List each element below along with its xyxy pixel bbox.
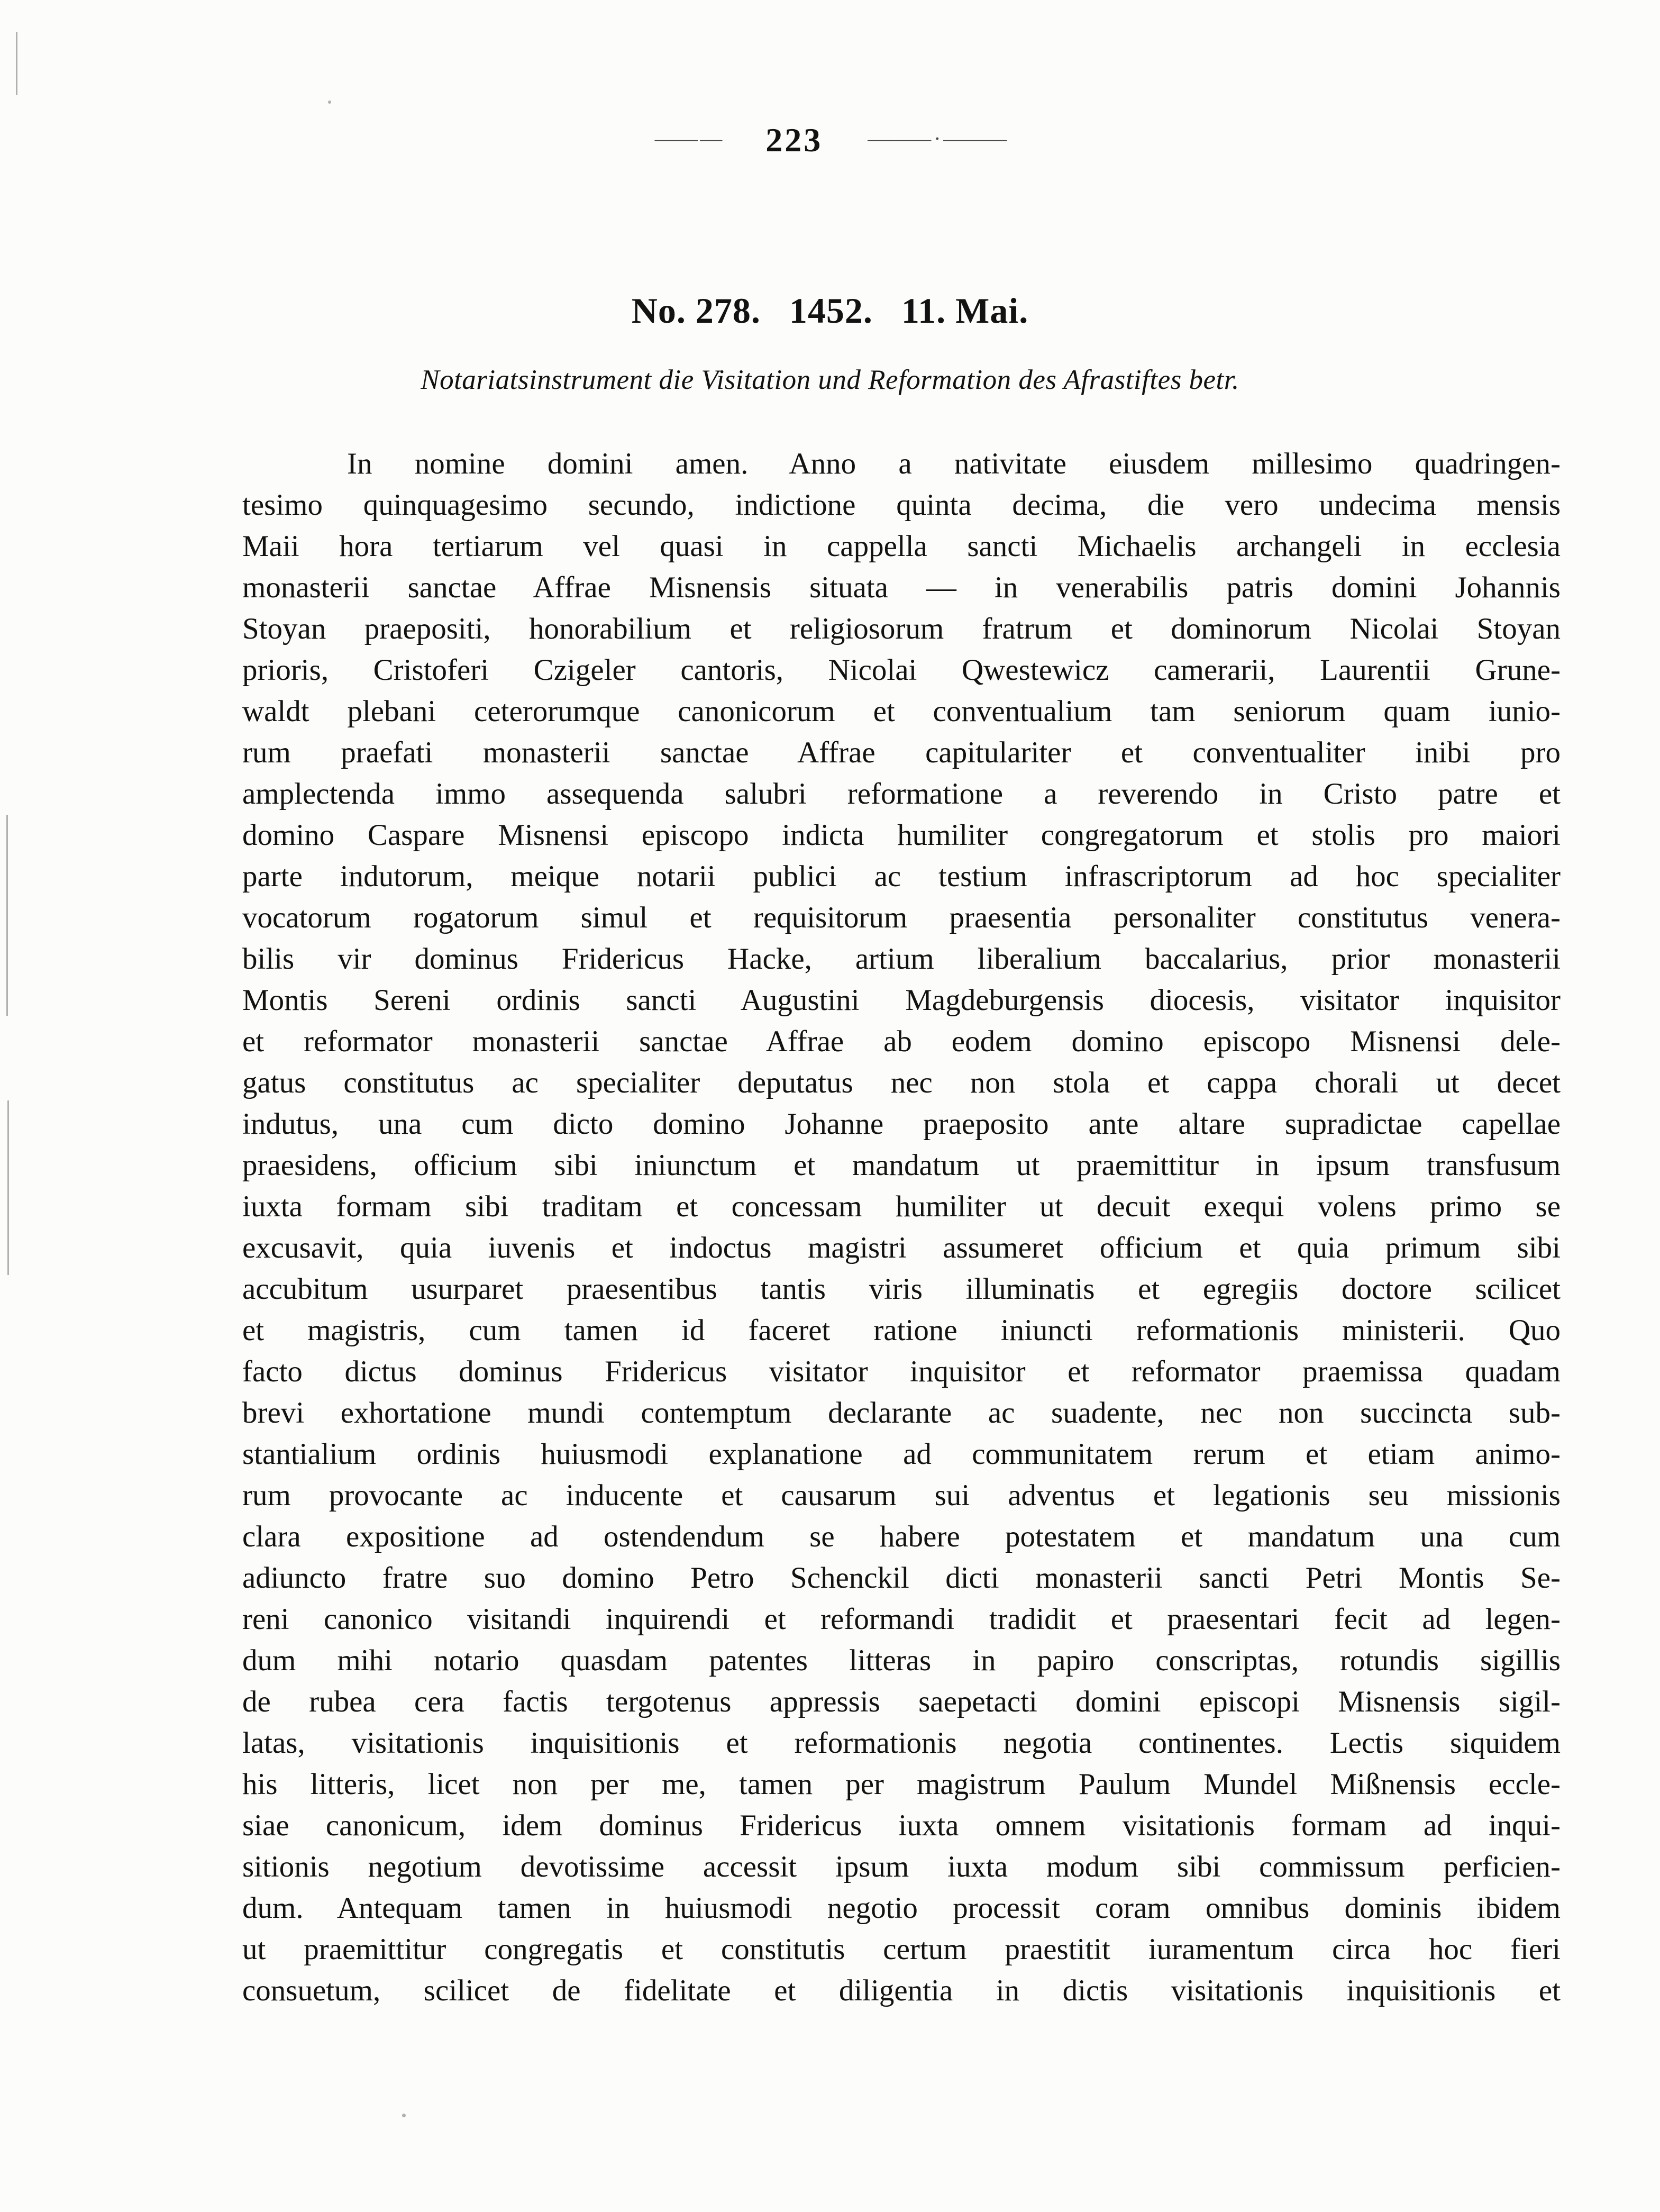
text-line: siae canonicum, idem dominus Fridericus iuxta omnem visitationis formam ad inqui- xyxy=(242,1809,1561,1842)
page-header xyxy=(0,121,1660,160)
text-line: dum. Antequam tamen in huiusmodi negotio processit coram omnibus dominis ibidem xyxy=(242,1891,1561,1925)
text-line: parte indutorum, meique notarii publici ac testium infrascriptorum ad hoc specialiter xyxy=(242,860,1561,893)
text-line: prioris, Cristoferi Czigeler cantoris, Nicolai Qwestewicz camerarii, Laurentii Grune- xyxy=(242,653,1561,687)
text-line: rum provocante ac inducente et causarum sui adventus et legationis seu missionis xyxy=(242,1479,1561,1512)
text-line: Montis Sereni ordinis sancti Augustini Magdeburgensis diocesis, visitator inquisitor xyxy=(242,984,1561,1017)
text-line: et reformator monasterii sanctae Affrae ab eodem domino episcopo Misnensi dele- xyxy=(242,1025,1561,1058)
right-rule: ——— · ——— xyxy=(868,127,1006,151)
text-line: amplectenda immo assequenda salubri reformatione a reverendo in Cristo patre et xyxy=(242,777,1561,811)
left-rule: —— — xyxy=(654,127,721,151)
text-line: accubitum usurparet praesentibus tantis viris illuminatis et egregiis doctore scilicet xyxy=(242,1272,1561,1306)
text-line: indutus, una cum dicto domino Johanne praeposito ante altare supradictae capellae xyxy=(242,1107,1561,1141)
text-line: tesimo quinquagesimo secundo, indictione quinta decima, die vero undecima mensis xyxy=(242,488,1561,522)
text-line: Stoyan praepositi, honorabilium et religiosorum fratrum et dominorum Nicolai Stoyan xyxy=(242,612,1561,645)
text-line: Maii hora tertiarum vel quasi in cappella sancti Michaelis archangeli in ecclesia xyxy=(242,530,1561,563)
text-line: domino Caspare Misnensi episcopo indicta humiliter congregatorum et stolis pro maiori xyxy=(242,818,1561,852)
text-line: adiuncto fratre suo domino Petro Schenckil dicti monasterii sancti Petri Montis Se- xyxy=(242,1561,1561,1595)
text-line: vocatorum rogatorum simul et requisitorum praesentia personaliter constitutus venera- xyxy=(242,901,1561,934)
scan-artifact xyxy=(328,101,331,104)
text-line: facto dictus dominus Fridericus visitator inquisitor et reformator praemissa quadam xyxy=(242,1355,1561,1388)
text-line: gatus constitutus ac specialiter deputatus nec non stola et cappa chorali ut decet xyxy=(242,1066,1561,1099)
text-line: latas, visitationis inquisitionis et reformationis negotia continentes. Lectis siquidem xyxy=(242,1726,1561,1760)
text-line: stantialium ordinis huiusmodi explanatione ad communitatem rerum et etiam animo- xyxy=(242,1437,1561,1471)
scan-artifact xyxy=(16,32,17,95)
text-line: consuetum, scilicet de fidelitate et diligentia in dictis visitationis inquisitionis et xyxy=(242,1974,1561,2007)
text-line: reni canonico visitandi inquirendi et reformandi tradidit et praesentari fecit ad legen- xyxy=(242,1603,1561,1636)
text-line: his litteris, licet non per me, tamen per magistrum Paulum Mundel Mißnensis eccle- xyxy=(242,1768,1561,1801)
text-line: de rubea cera factis tergotenus appressis saepetacti domini episcopi Misnensis sigil- xyxy=(242,1685,1561,1718)
scan-artifact xyxy=(7,1100,9,1275)
page-number: 223 xyxy=(765,121,823,159)
text-line: rum praefati monasterii sanctae Affrae capitulariter et conventualiter inibi pro xyxy=(242,736,1561,769)
text-line: waldt plebani ceterorumque canonicorum et conventualium tam seniorum quam iunio- xyxy=(242,695,1561,728)
text-line: sitionis negotium devotissime accessit ipsum iuxta modum sibi commissum perficien- xyxy=(242,1850,1561,1883)
text-line: monasterii sanctae Affrae Misnensis situata — in venerabilis patris domini Johannis xyxy=(242,571,1561,604)
text-line: praesidens, officium sibi iniunctum et mandatum ut praemittitur in ipsum transfusum xyxy=(242,1149,1561,1182)
text-line: iuxta formam sibi traditam et concessam humiliter ut decuit exequi volens primo se xyxy=(242,1190,1561,1223)
text-line: clara expositione ad ostendendum se habere potestatem et mandatum una cum xyxy=(242,1520,1561,1553)
scan-artifact xyxy=(6,815,8,1016)
scan-artifact xyxy=(402,2114,406,2117)
text-line: dum mihi notario quasdam patentes litteras in papiro conscriptas, rotundis sigillis xyxy=(242,1644,1561,1677)
document-subtitle: Notariatsinstrument die Visitation und Reformation des Afrastiftes betr. xyxy=(421,365,1239,395)
text-line: bilis vir dominus Fridericus Hacke, artium liberalium baccalarius, prior monasterii xyxy=(242,942,1561,976)
text-line: et magistris, cum tamen id faceret ratione iniuncti reformationis ministerii. Quo xyxy=(242,1314,1561,1347)
text-line: excusavit, quia iuvenis et indoctus magistri assumeret officium et quia primum sibi xyxy=(242,1231,1561,1264)
document-title: No. 278. 1452. 11. Mai. xyxy=(631,290,1029,331)
text-line: ut praemittitur congregatis et constitutis certum praestitit iuramentum circa hoc fieri xyxy=(242,1933,1561,1966)
body-text xyxy=(242,443,1561,2011)
text-line: In nomine domini amen. Anno a nativitate eiusdem millesimo quadringen- xyxy=(347,447,1561,480)
text-line: brevi exhortatione mundi contemptum declarante ac suadente, nec non succincta sub- xyxy=(242,1396,1561,1430)
